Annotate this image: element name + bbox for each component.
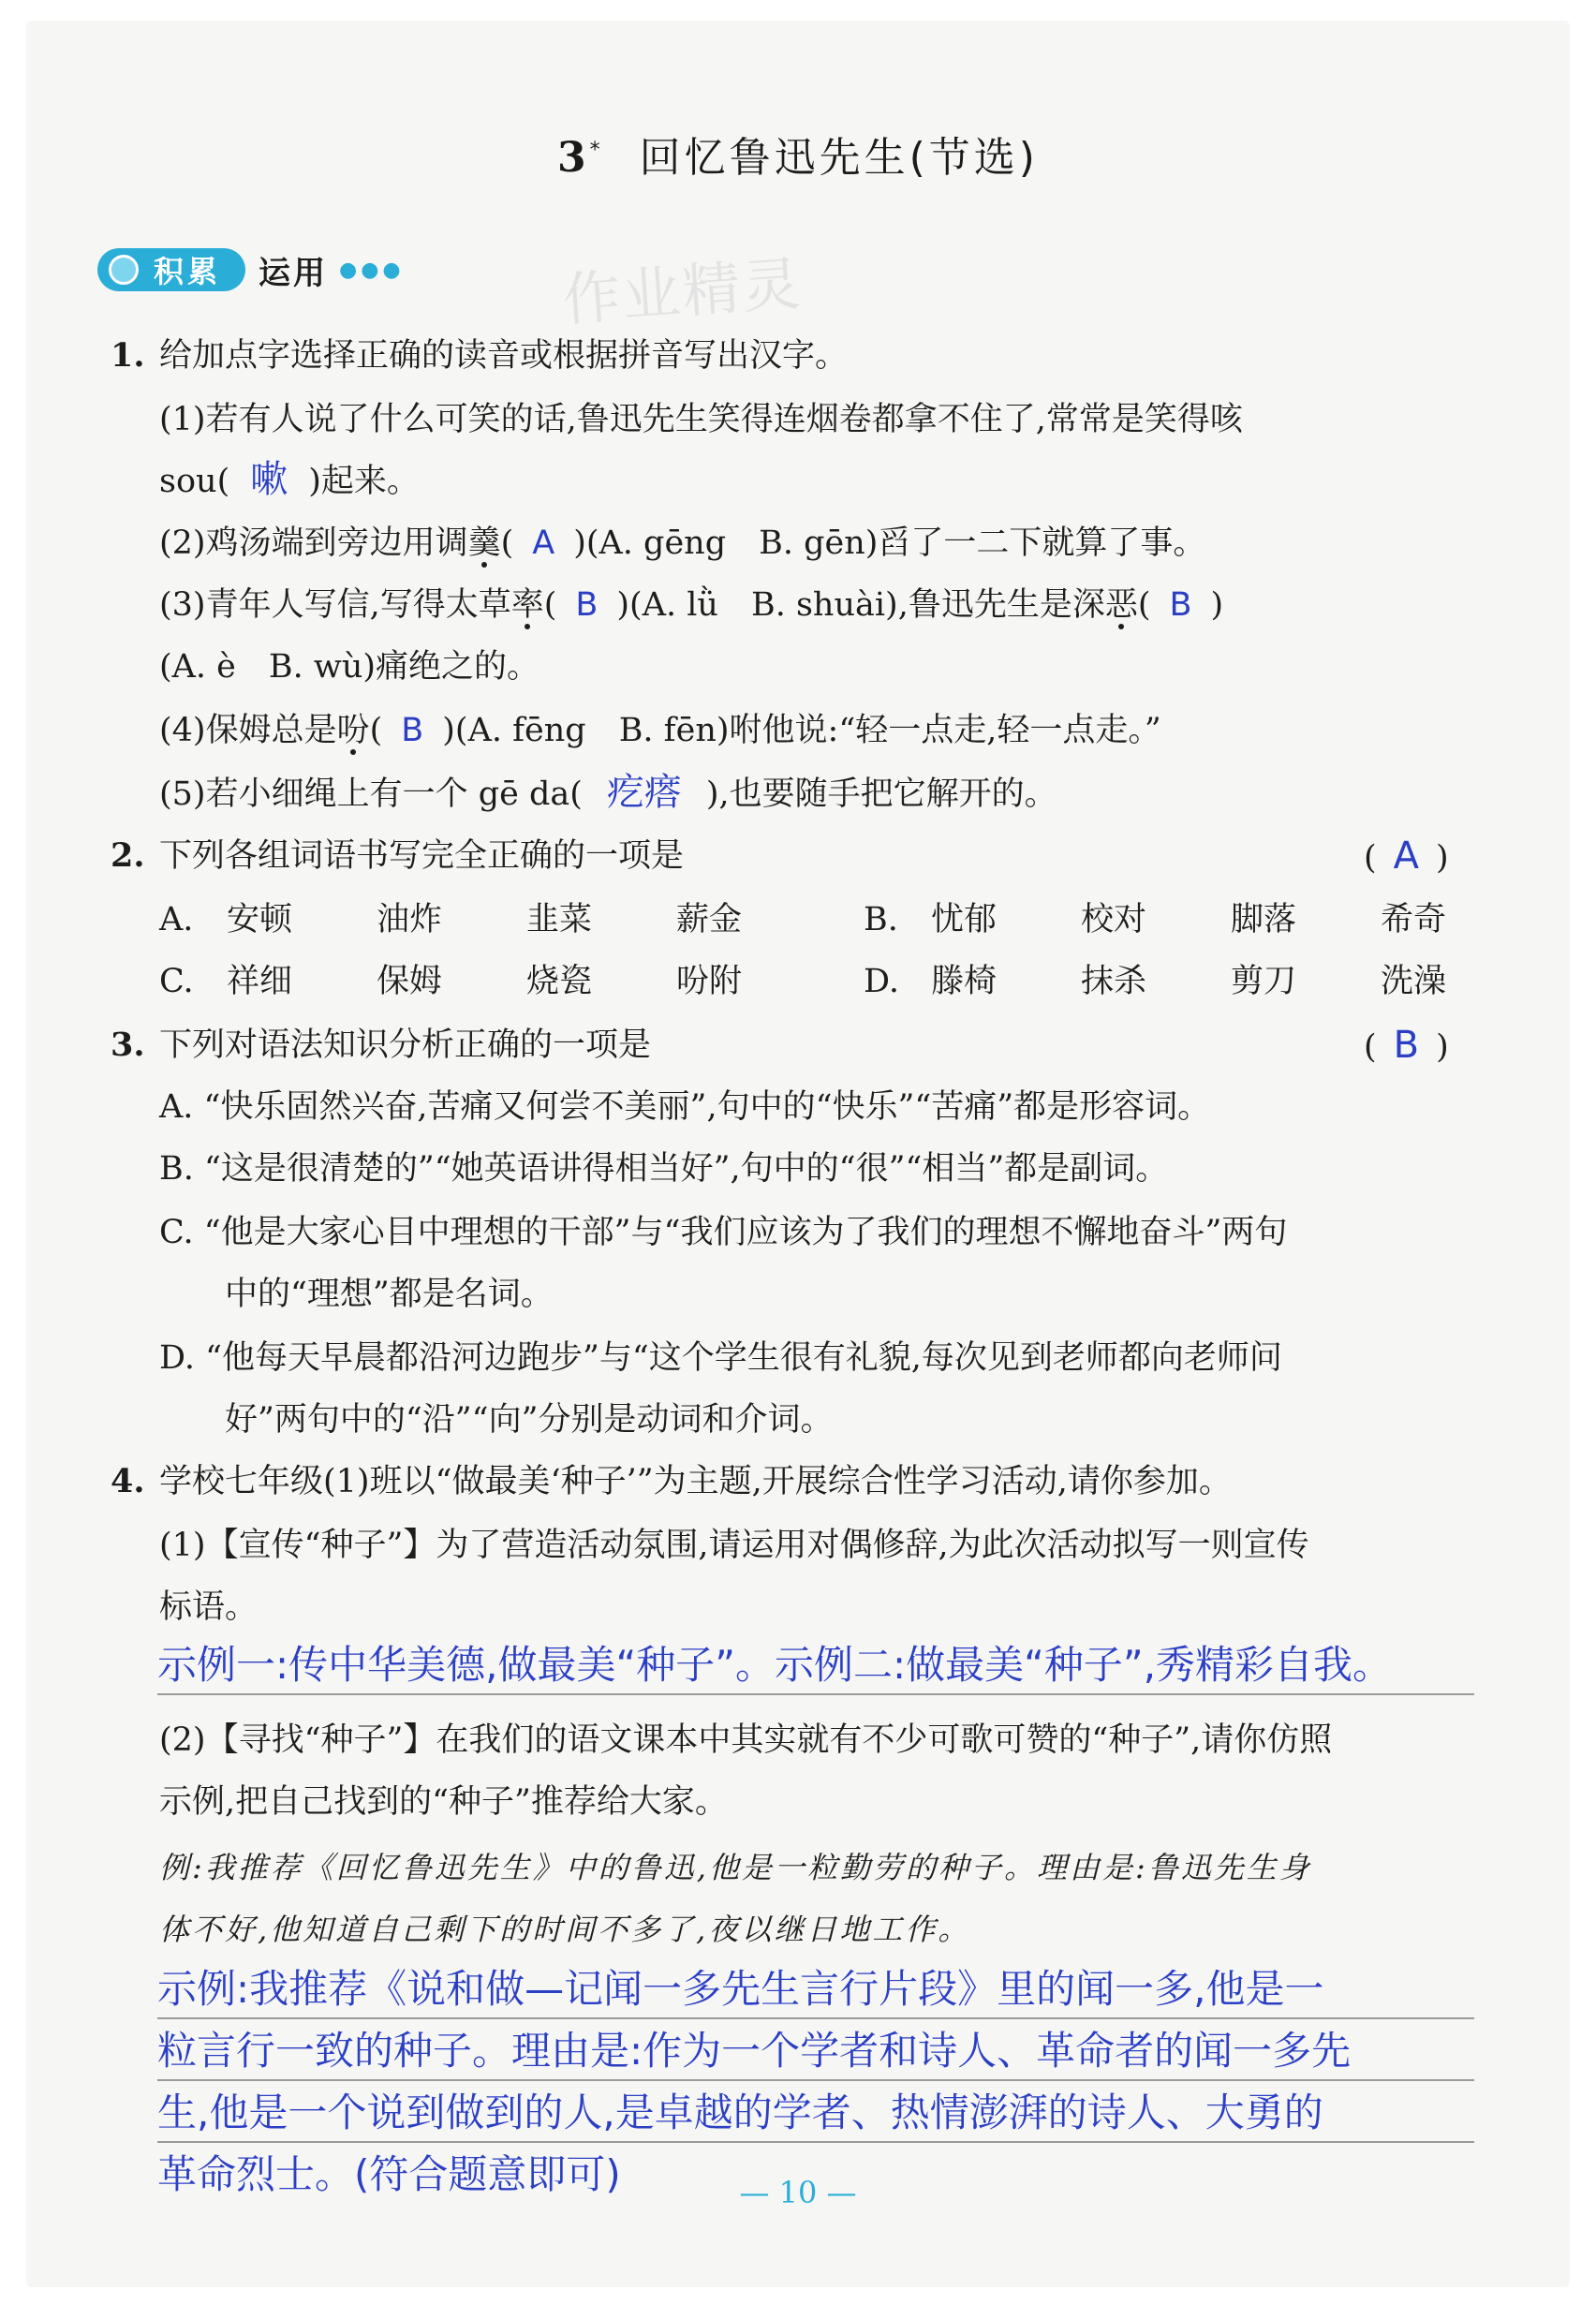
q1-item2-open: ( [500, 524, 514, 562]
q1-item1-tail: )起来。 [308, 463, 420, 500]
q4-part1-line2: 标语。 [159, 1588, 259, 1626]
q1-item3-line1 [159, 581, 1223, 629]
q1-item3-answer: B [575, 586, 598, 624]
q2-word: 抹杀 [1081, 963, 1147, 1000]
q2-word: 滕椅 [931, 963, 998, 1000]
lesson-title [0, 124, 1596, 184]
q3-number: 3. [111, 1026, 145, 1064]
q1-item4-dotted-char: 吩 [336, 712, 370, 749]
q2-option-label: D. [864, 963, 899, 1000]
q3-option-d-line2: 好”两句中的“沿”“向”分别是动词和介词。 [225, 1401, 834, 1439]
q1-item4-open: ( [369, 712, 383, 749]
q1-item2-answer: A [532, 524, 555, 562]
q1-item3-text: (3)青年人写信,写得太草 [159, 586, 511, 624]
q4-stem [111, 1457, 1232, 1506]
q4-part2-answer-line4: 革命烈士。(符合题意即可) [157, 2151, 621, 2197]
q2-word: 韭菜 [526, 901, 593, 938]
q1-stem-text: 给加点字选择正确的读音或根据拼音写出汉字。 [159, 337, 849, 375]
q4-stem-text: 学校七年级(1)班以“做最美‘种子’”为主题,开展综合性学习活动,请你参加。 [159, 1463, 1232, 1500]
q2-number: 2. [111, 836, 145, 875]
q2-word: 烧瓷 [526, 963, 593, 1000]
q1-item1-answer: 嗽 [250, 458, 288, 501]
q2-bracket-open: ( [1364, 839, 1377, 877]
q1-item4-options: )(A. fēng B. fēn)咐他说:“轻一点走,轻一点走。” [442, 712, 1161, 749]
q2-word: 剪刀 [1231, 963, 1297, 1000]
q1-item2-dotted-char: 羹 [467, 524, 501, 562]
q2-word: 洗澡 [1381, 963, 1447, 1000]
watermark: 作业精灵 [560, 249, 805, 334]
q1-item3-options: )(A. lǜ B. shuài),鲁迅先生是深 [616, 586, 1105, 624]
q1-item2 [159, 519, 1205, 568]
q1-item1-line1: (1)若有人说了什么可笑的话,鲁迅先生笑得连烟卷都拿不住了,常常是笑得咳 [159, 401, 1243, 438]
q4-example-line2: 体不好,他知道自己剩下的时间不多了,夜以继日地工作。 [159, 1912, 971, 1947]
section-banner [97, 245, 405, 294]
q4-part2-answer-line2: 粒言行一致的种子。理由是:作为一个学者和诗人、革命者的闻一多先 [157, 2023, 1474, 2081]
q1-stem [111, 332, 848, 380]
q2-word: 校对 [1081, 901, 1147, 938]
lesson-number: 3 [557, 134, 590, 182]
q1-item3-answer2: B [1169, 586, 1192, 624]
q2-option-label: B. [864, 901, 898, 938]
q1-item3-dotted-char: 率 [510, 586, 544, 624]
q2-stem-text: 下列各组词语书写完全正确的一项是 [159, 837, 685, 875]
q3-stem [111, 1021, 651, 1070]
q3-option-a: A. “快乐固然兴奋,苦痛又何尝不美丽”,句中的“快乐”“苦痛”都是形容词。 [159, 1088, 1211, 1126]
q4-part1-line1: (1)【宣传“种子”】为了营造活动氛围,请运用对偶修辞,为此次活动拟写一则宣传 [159, 1527, 1309, 1564]
q2-option-label: C. [159, 963, 194, 1000]
q3-bracket-close: ) [1436, 1028, 1449, 1066]
q4-example-line1: 例:我推荐《回忆鲁迅先生》中的鲁迅,他是一粒勤劳的种子。理由是:鲁迅先生身 [159, 1850, 1312, 1885]
q1-item5-text: (5)若小细绳上有一个 gē da( [159, 775, 583, 813]
q1-item5 [159, 768, 1057, 819]
circle-icon [109, 255, 139, 285]
q2-word: 保姆 [377, 963, 443, 1000]
q3-option-c-line2: 中的“理想”都是名词。 [225, 1276, 554, 1313]
q1-item3-open: ( [543, 586, 557, 624]
q3-option-c-line1: C. “他是大家心目中理想的干部”与“我们应该为了我们的理想不懈地奋斗”两句 [159, 1214, 1288, 1251]
q2-word: 希奇 [1381, 901, 1447, 938]
q1-item2-text: (2)鸡汤端到旁边用调 [159, 524, 468, 562]
q2-answer: A [1393, 834, 1420, 878]
q1-item2-options: )(A. gēng B. gēn)舀了一二下就算了事。 [573, 524, 1206, 562]
q1-item4-text: (4)保姆总是 [159, 712, 337, 749]
q2-option-row [159, 957, 1474, 1006]
q2-option-label: A. [159, 901, 194, 938]
q4-part1-answer: 示例一:传中华美德,做最美“种子”。示例二:做最美“种子”,秀精彩自我。 [157, 1637, 1474, 1695]
q1-item4 [159, 706, 1161, 755]
q2-word: 吩附 [676, 963, 743, 1000]
optional-mark: * [589, 139, 604, 163]
q3-option-d-line1: D. “他每天早晨都沿河边跑步”与“这个学生很有礼貌,每次见到老师都向老师问 [159, 1339, 1282, 1377]
dots-icon: ●●● [339, 258, 405, 282]
q3-answer-bracket [1364, 1021, 1449, 1071]
section-pill [97, 248, 245, 291]
section-label: 运用 [259, 254, 329, 292]
q3-bracket-open: ( [1364, 1028, 1377, 1066]
q4-part2-answer-line1: 示例:我推荐《说和做—记闻一多先生言行片段》里的闻一多,他是一 [157, 1961, 1474, 2019]
q1-item1-pinyin: sou( [159, 463, 230, 500]
q1-item3-line2: (A. è B. wù)痛绝之的。 [159, 648, 540, 686]
q2-word: 薪金 [676, 901, 743, 938]
q1-item1-line2 [159, 455, 420, 506]
q1-item3-close2: ) [1210, 586, 1224, 624]
q2-word: 祥细 [227, 963, 293, 1000]
page-number: — 10 — [739, 2175, 857, 2210]
q1-item3-open2: ( [1137, 586, 1151, 624]
q2-word: 忧郁 [931, 901, 998, 938]
q4-part2-answer-line3: 生,他是一个说到做到的人,是卓越的学者、热情澎湃的诗人、大勇的 [157, 2085, 1474, 2143]
q4-number: 4. [111, 1462, 145, 1500]
q2-word: 安顿 [227, 901, 293, 938]
q1-item3-dotted-char2: 恶 [1104, 586, 1138, 624]
q2-bracket-close: ) [1436, 839, 1449, 877]
q3-option-b: B. “这是很清楚的”“她英语讲得相当好”,句中的“很”“相当”都是副词。 [159, 1150, 1169, 1188]
q1-number: 1. [111, 336, 145, 375]
q2-answer-bracket [1364, 832, 1449, 882]
q2-option-row [159, 895, 1474, 944]
lesson-title-text: 回忆鲁迅先生(节选) [639, 134, 1039, 182]
q2-stem [111, 832, 684, 880]
q3-stem-text: 下列对语法知识分析正确的一项是 [159, 1026, 652, 1064]
q1-item5-answer: 疙瘩 [606, 771, 682, 814]
q2-word: 脚落 [1231, 901, 1297, 938]
section-pill-label: 积累 [154, 254, 222, 289]
q4-part2-line1: (2)【寻找“种子”】在我们的语文课本中其实就有不少可歌可赞的“种子”,请你仿照 [159, 1721, 1333, 1759]
q3-answer: B [1393, 1024, 1420, 1067]
q2-word: 油炸 [377, 901, 443, 938]
q1-item4-answer: B [401, 712, 424, 749]
q4-part2-line2: 示例,把自己找到的“种子”推荐给大家。 [159, 1783, 728, 1821]
q1-item5-tail: ),也要随手把它解开的。 [705, 775, 1057, 813]
